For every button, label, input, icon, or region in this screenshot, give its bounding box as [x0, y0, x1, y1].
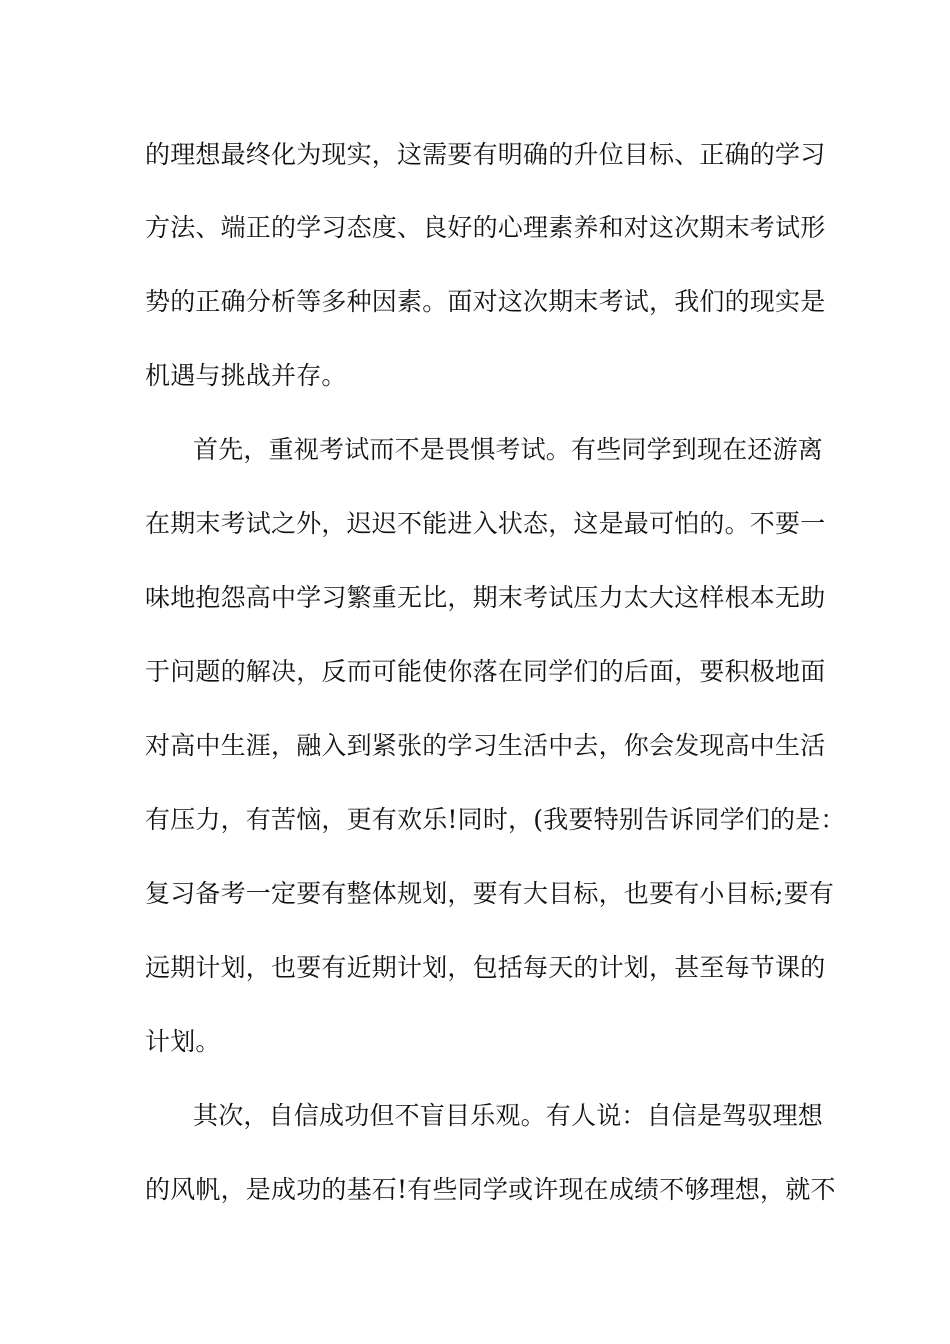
text-line: 远期计划，也要有近期计划，包括每天的计划，甚至每节课的	[145, 953, 826, 982]
text-line: 有压力，有苦恼，更有欢乐!同时，(我要特别告诉同学们的是：	[145, 805, 846, 834]
text-line: 其次，自信成功但不盲目乐观。有人说：自信是驾驭理想	[193, 1101, 824, 1130]
text-line: 复习备考一定要有整体规划，要有大目标，也要有小目标;要有	[145, 879, 835, 908]
text-line: 在期末考试之外，迟迟不能进入状态，这是最可怕的。不要一	[145, 509, 826, 538]
text-line: 的风帆，是成功的基石!有些同学或许现在成绩不够理想，就不	[145, 1175, 836, 1204]
text-line: 对高中生涯，融入到紧张的学习生活中去，你会发现高中生活	[145, 731, 826, 760]
text-line: 计划。	[145, 1027, 221, 1056]
text-line: 首先，重视考试而不是畏惧考试。有些同学到现在还游离	[193, 435, 824, 464]
text-line: 味地抱怨高中学习繁重无比，期末考试压力太大这样根本无助	[145, 583, 826, 612]
text-line: 方法、端正的学习态度、良好的心理素养和对这次期末考试形	[145, 213, 826, 242]
text-line: 于问题的解决，反而可能使你落在同学们的后面，要积极地面	[145, 657, 826, 686]
text-line: 机遇与挑战并存。	[145, 361, 347, 390]
text-line: 的理想最终化为现实，这需要有明确的升位目标、正确的学习	[145, 140, 826, 169]
text-line: 势的正确分析等多种因素。面对这次期末考试，我们的现实是	[145, 287, 826, 316]
